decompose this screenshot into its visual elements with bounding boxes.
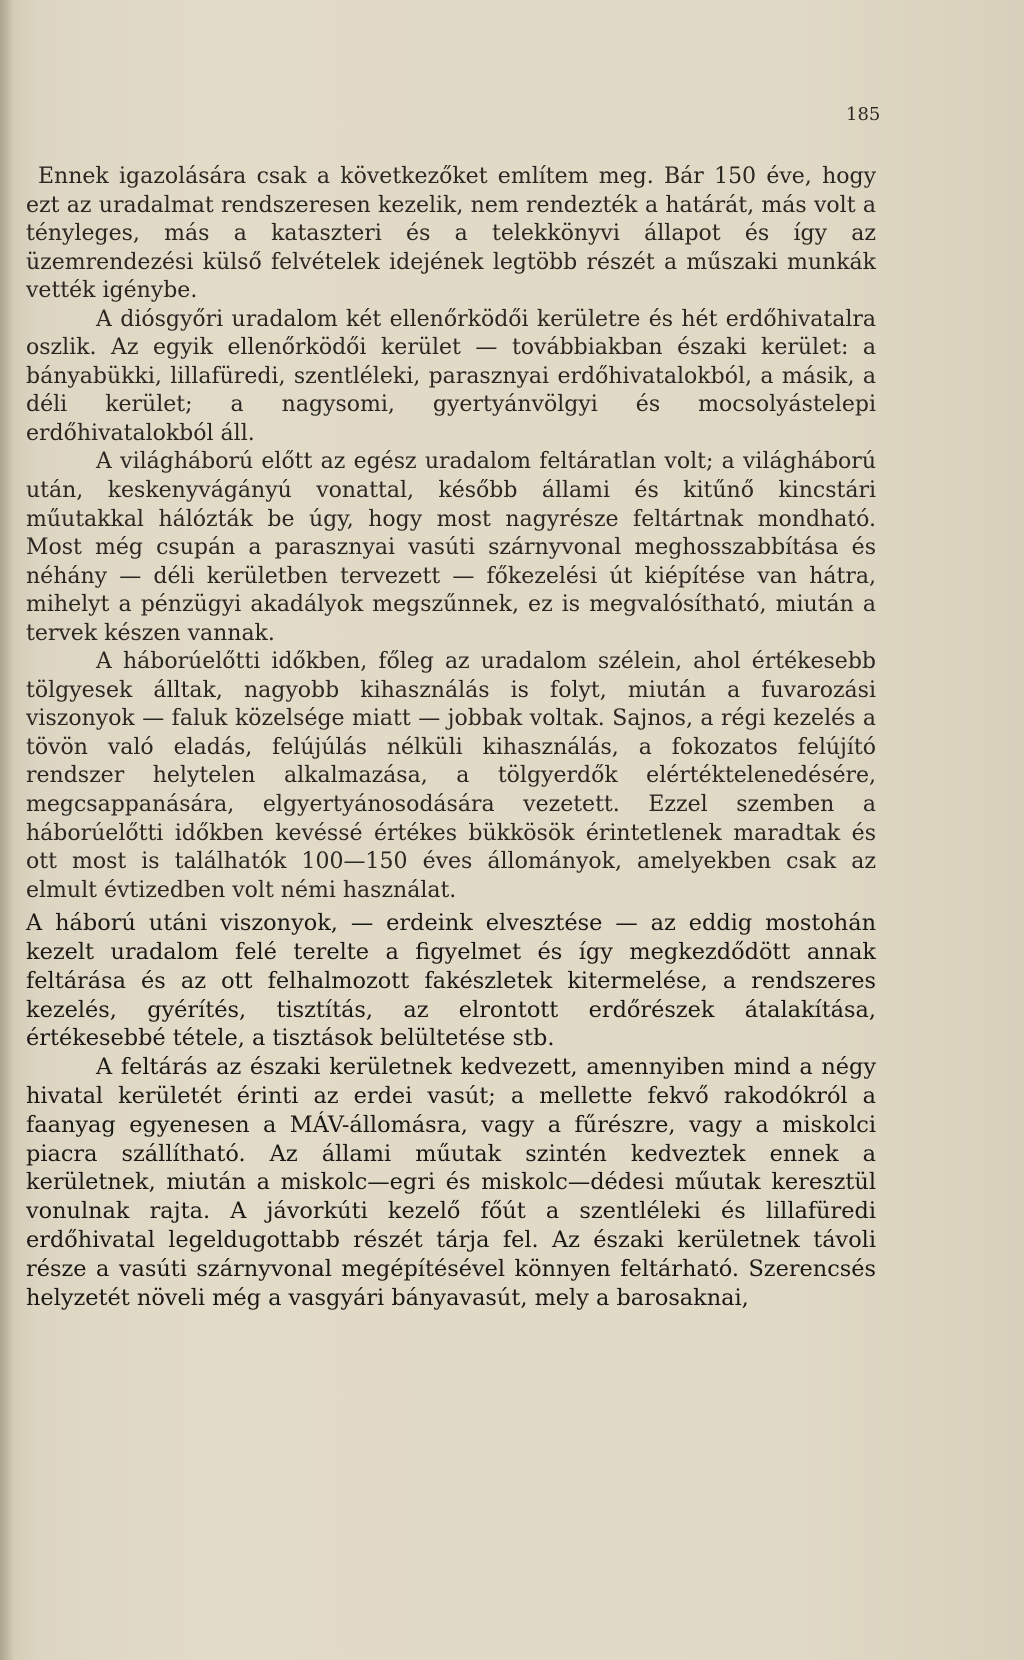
paragraph-3: A világháború előtt az egész uradalom feltáratlan volt; a világháború után, keskenyvágányú vonattal, később állami és kitűnő kincstári műutakkal hálózták be úgy, hogy most nagyrésze feltártnak mondható. Most még csupán a parasznyai vasúti szárnyvonal meghosszabbítása és néhány — déli kerületben tervezett — főkezelési út kiépítése van hátra, mihelyt a pénzügyi akadályok megszűnnek, ez is megvalósítható, miután a tervek készen vannak. — [26, 449, 876, 646]
paragraph-4: A háborúelőtti időkben, főleg az uradalom szélein, ahol értékesebb tölgyesek álltak, nagyobb kihasználás is folyt, miután a fuvarozási viszonyok — faluk közelsége miatt — jobbak voltak. Sajnos, a régi kezelés a tövön való eladás, felújúlás nélküli kihasználás, a fokozatos felújító rendszer helytelen alkalmazása, a tölgyerdők elértéktelenedésére, megcsappanására, elgyertyánosodására vezetett. Ezzel szemben a háborúelőtti időkben kevéssé értékes bükkösök érintetlenek maradtak és ott most is találhatók 100—150 éves állományok, amelyekben csak az elmult évtizedben volt némi használat. — [26, 649, 876, 903]
paragraph-5: A háború utáni viszonyok, — erdeink elvesztése — az eddig mostohán kezelt uradalom felé terelte a figyelmet és így megkezdődött annak feltárása és az ott felhalmozott fakészletek kitermelése, a rendszeres kezelés, gyérítés, tisztítás, az elrontott erdőrészek átalakítása, értékesebbé tétele, a tisztások belültetése stb. — [26, 910, 876, 1052]
paragraph-6: A feltárás az északi kerületnek kedvezett, amennyiben mind a négy hivatal kerületét érinti az erdei vasút; a mellette fekvő rakodókról a faanyag egyenesen a MÁV-állomásra, vagy a fűrészre, vagy a miskolci piacra szállítható. Az állami műutak szintén kedveztek ennek a kerületnek, miután a miskolc—egri és miskolc—dédesi műutak keresztül vonulnak rajta. A jávorkúti kezelő főút a szentléleki és lillafüredi erdőhivatal legeldugottabb részét tárja fel. Az északi kerületnek távoli része a vasúti szárnyvonal megépítésével könnyen feltárható. Szerencsés helyzetét növeli még a vasgyári bányavasút, mely a barosaknai, — [26, 1054, 876, 1311]
paragraph-1: Ennek igazolására csak a következőket említem meg. Bár 150 éve, hogy ezt az uradalmat rendszeresen kezelik, nem rendezték a határát, más volt a tényleges, más a kataszteri és a telekkönyvi állapot és így az üzemrendezési külső felvételek idejének legtöbb részét a műszaki munkák vették igénybe. — [26, 164, 876, 304]
page-edge-shadow — [0, 0, 14, 1660]
paragraph-2: A diósgyőri uradalom két ellenőrködői kerületre és hét erdőhivatalra oszlik. Az egyik ellenőrködői kerület — továbbiakban északi kerület: a bányabükki, lillafüredi, szentléleki, parasznyai erdőhivatalokból, a másik, a déli kerület; a nagysomi, gyertyánvölgyi és mocsolyástelepi erdőhivatalokból áll. — [26, 306, 876, 446]
page-number: 185 — [846, 104, 881, 125]
body-text — [26, 163, 876, 1312]
